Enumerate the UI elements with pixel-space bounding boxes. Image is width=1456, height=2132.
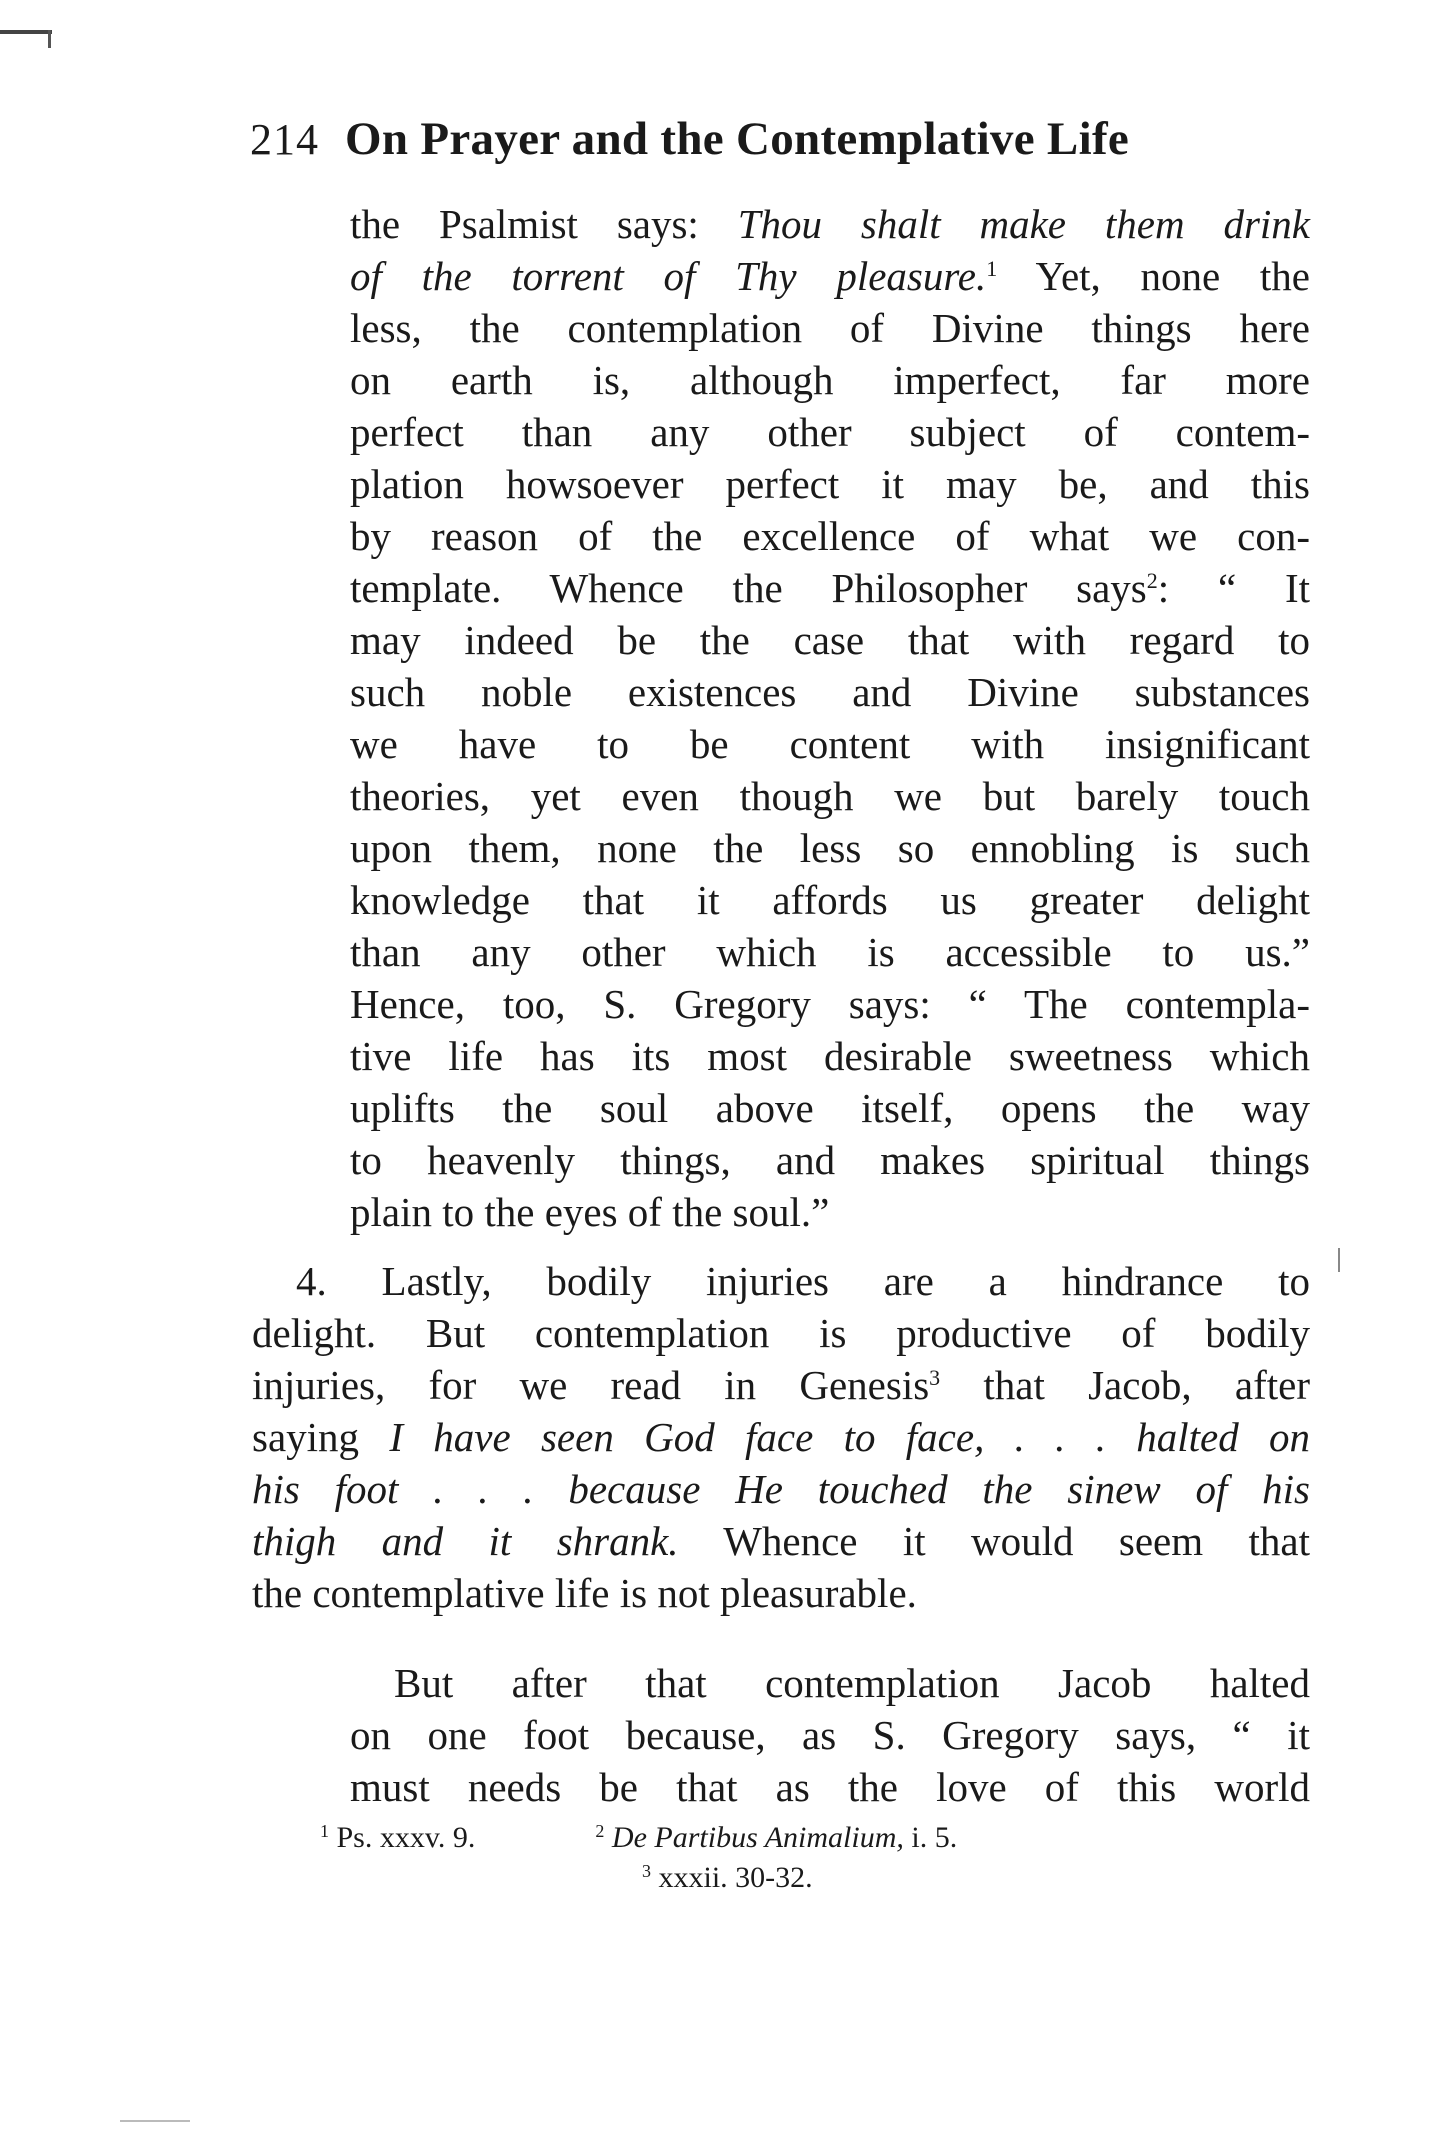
italic-span: his foot . . . because He touched the sinew of his xyxy=(252,1466,1310,1512)
text-span: injuries, for we read in Genesis xyxy=(252,1362,930,1408)
italic-span: of the torrent of Thy pleasure. xyxy=(350,253,987,299)
text-span: the Psalmist says: xyxy=(350,201,738,247)
scan-speck xyxy=(120,2120,190,2122)
footnote-marker: 2 xyxy=(1146,568,1158,593)
italic-span: I have seen God face to face, . . . halted on xyxy=(389,1414,1311,1460)
text-line: to heavenly things, and makes spiritual things xyxy=(350,1137,1310,1183)
footnote-text: i. 5. xyxy=(903,1821,958,1854)
text-span: saying xyxy=(252,1414,390,1460)
text-line: delight. But contemplation is productive of bodily xyxy=(252,1310,1310,1356)
text-span: : “ It xyxy=(1157,565,1311,611)
text-line: by reason of the excellence of what we con- xyxy=(350,513,1310,559)
text-line: perfect than any other subject of contem- xyxy=(350,409,1310,455)
footnote-text: xxxii. 30-32. xyxy=(651,1861,813,1894)
text-span: that Jacob, after xyxy=(940,1362,1310,1408)
text-line xyxy=(350,250,1310,302)
italic-span: Thou shalt make them drink xyxy=(737,201,1310,247)
footnote-italic: De Partibus Animalium, xyxy=(604,1821,904,1854)
text-line: But after that contemplation Jacob halted xyxy=(394,1660,1310,1706)
footnote-marker: 1 xyxy=(986,256,998,281)
text-line: knowledge that it affords us greater delight xyxy=(350,877,1310,923)
text-line: less, the contemplation of Divine things here xyxy=(350,305,1310,351)
text-line: the contemplative life is not pleasurable. xyxy=(252,1570,917,1616)
footnote-2 xyxy=(595,1821,957,1854)
text-line: we have to be content with insignificant xyxy=(350,721,1310,767)
text-line: uplifts the soul above itself, opens the way xyxy=(350,1085,1310,1131)
text-line: on one foot because, as S. Gregory says, “ it xyxy=(350,1712,1310,1758)
text-line xyxy=(252,1463,1310,1515)
text-line xyxy=(252,1411,1310,1463)
text-line: plation howsoever perfect it may be, and this xyxy=(350,461,1310,507)
text-span: template. Whence the Philosopher says xyxy=(350,565,1147,611)
footnote-number: 3 xyxy=(642,1861,651,1881)
text-line xyxy=(350,562,1310,614)
footnote-row xyxy=(320,1818,1280,1858)
page-number: 214 xyxy=(250,115,319,164)
text-line: such noble existences and Divine substances xyxy=(350,669,1310,715)
running-header xyxy=(250,112,1290,182)
text-line: than any other which is accessible to us.” xyxy=(350,929,1310,975)
text-line: on earth is, although imperfect, far more xyxy=(350,357,1310,403)
scan-speck xyxy=(0,30,52,34)
text-line xyxy=(252,1515,1310,1567)
footnote-text: Ps. xxxv. 9. xyxy=(329,1821,476,1854)
footnotes xyxy=(320,1818,1280,1898)
text-span: Whence it would seem that xyxy=(678,1518,1310,1564)
text-line: Hence, too, S. Gregory says: “ The contempla- xyxy=(350,981,1310,1027)
running-title: On Prayer and the Contemplative Life xyxy=(345,113,1130,165)
footnote-marker: 3 xyxy=(929,1365,941,1390)
paragraph-2 xyxy=(252,1255,1310,1619)
italic-span: thigh and it shrank. xyxy=(252,1518,679,1564)
text-line: upon them, none the less so ennobling is such xyxy=(350,825,1310,871)
text-line: plain to the eyes of the soul.” xyxy=(350,1189,830,1235)
scan-speck xyxy=(1338,1248,1340,1272)
text-line xyxy=(350,198,1310,250)
text-span: Yet, none the xyxy=(997,253,1311,299)
text-line: may indeed be the case that with regard to xyxy=(350,617,1310,663)
text-line xyxy=(252,1359,1310,1411)
footnote-1 xyxy=(320,1821,475,1854)
text-line: tive life has its most desirable sweetness which xyxy=(350,1033,1310,1079)
text-line: 4. Lastly, bodily injuries are a hindrance to xyxy=(296,1258,1310,1304)
footnote-3 xyxy=(642,1861,813,1894)
scan-speck xyxy=(48,30,51,48)
paragraph-3 xyxy=(350,1657,1310,1813)
paragraph-1 xyxy=(350,198,1310,1238)
text-line: must needs be that as the love of this world xyxy=(350,1764,1310,1810)
text-line: theories, yet even though we but barely touch xyxy=(350,773,1310,819)
footnote-number: 1 xyxy=(320,1821,329,1841)
footnote-row xyxy=(320,1858,1280,1898)
footnote-number: 2 xyxy=(595,1821,605,1841)
